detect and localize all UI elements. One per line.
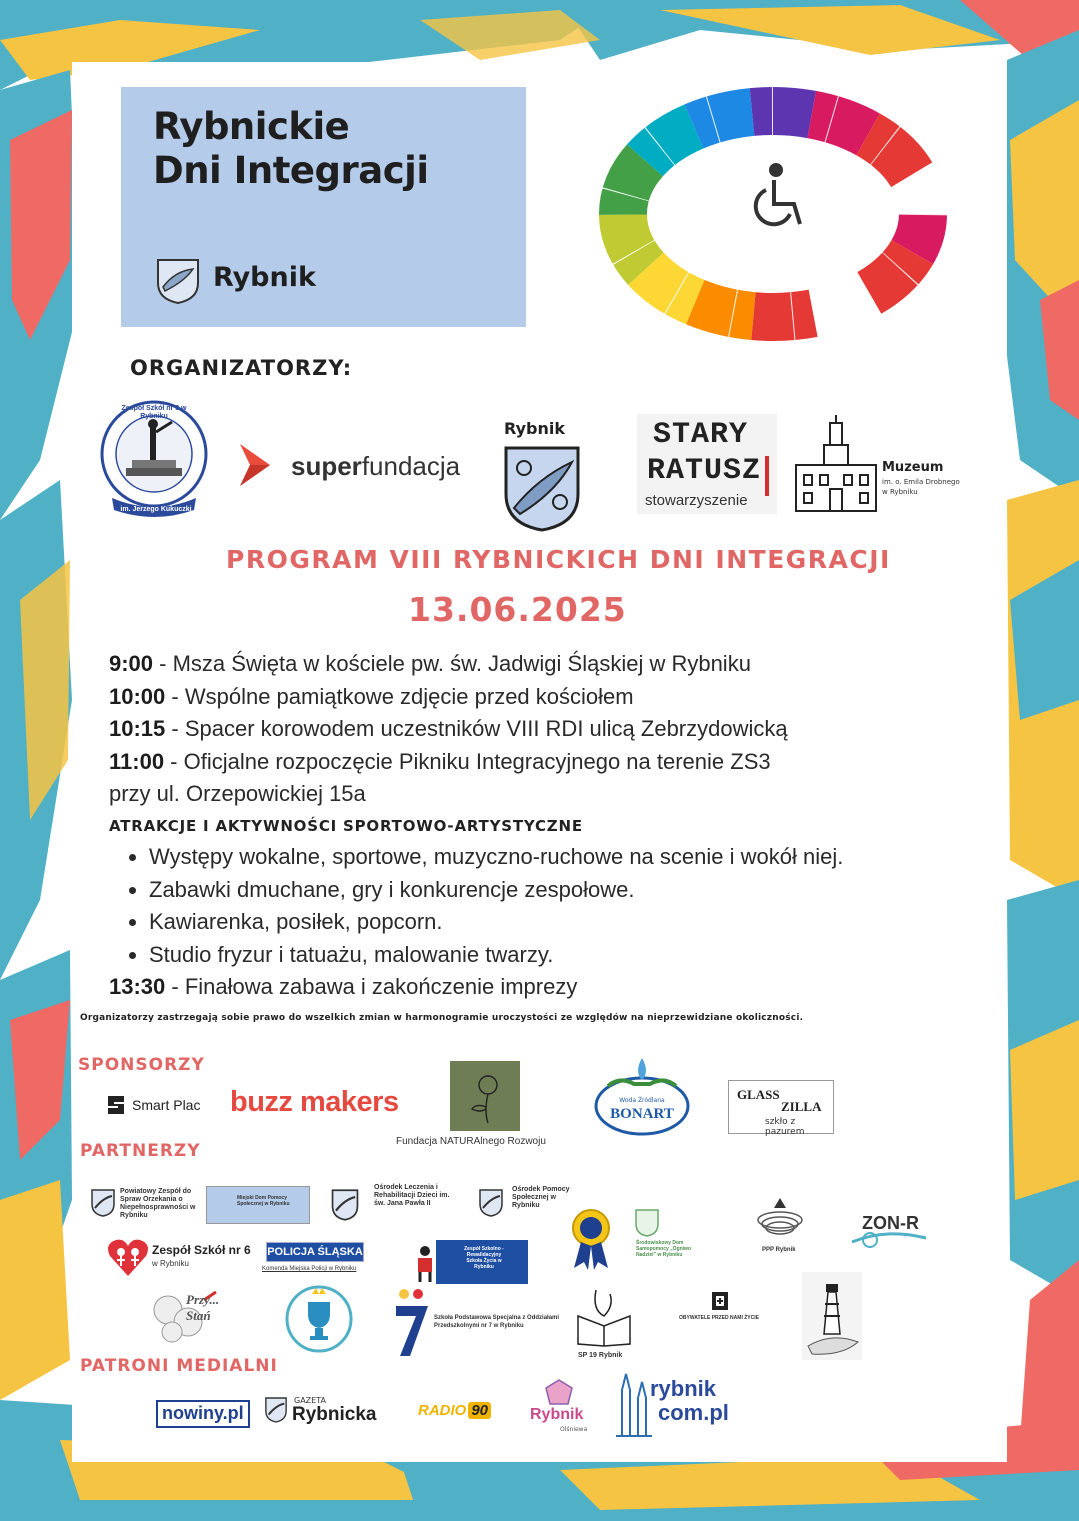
trophy-badge-icon [284, 1284, 354, 1354]
smartplac-logo-text: Smart Plac [132, 1097, 201, 1113]
program-heading: PROGRAM VIII RYBNICKICH DNI INTEGRACJI [226, 545, 891, 574]
zs3-ring-text: Zespół Szkół nr 3 w Rybniku [121, 405, 187, 420]
schedule-item [109, 648, 989, 681]
zs3-ribbon-text: im. Jerzego Kukuczki [120, 506, 192, 513]
stary-ratusz-line1: STARY [653, 418, 749, 452]
sp19-book-logo-icon [574, 1286, 634, 1348]
glass-line1: GLASS [737, 1087, 780, 1102]
partner-ops: Ośrodek Pomocy Społecznej w Rybniku [512, 1186, 570, 1209]
rybnik-crest-icon [155, 257, 201, 305]
partner-zsrsz: Zespół Szkolno - Rewalidacyjny Szkoła Życia w Rybniku [464, 1246, 504, 1270]
schedule-time: 10:00 [109, 683, 166, 709]
list-item: • Występy wokalne, sportowe, muzyczno-ruchowe na scenie i wokół niej. [149, 841, 989, 874]
rybnik-crest-label: Rybnik [504, 419, 565, 438]
schedule-item-continued: przy ul. Orzepowickiej 15a [109, 781, 366, 807]
rybnikcom-text1: rybnik [650, 1376, 717, 1401]
schedule [109, 648, 989, 1004]
museum-sub2: w Rybniku [882, 488, 918, 496]
rosette-badge-icon [568, 1206, 614, 1272]
rybnik-city-crest-icon [502, 444, 582, 534]
fundacja-logo-text: Fundacja NATURAlnego Rozwoju [396, 1136, 546, 1147]
rybnik-olsniewa-text: Rybnik [530, 1406, 584, 1423]
partner-policja-sub: Komenda Miejska Policji w Rybniku [262, 1266, 357, 1272]
radio90-logo [418, 1402, 491, 1419]
attractions-list [109, 841, 989, 971]
lighthouse-hand-logo-icon [802, 1272, 862, 1360]
partner-obywatele: OBYWATELE PRZED NAMI ŻYCIE [679, 1315, 759, 1321]
radio-text: RADIO [418, 1402, 467, 1419]
sp7-seven-logo-icon [392, 1286, 432, 1358]
ppp-rybnik-logo-icon [752, 1196, 808, 1248]
partner-policja: POLICJA ŚLĄSKA [266, 1242, 364, 1262]
rybnik-olsniewa-sub: Olśniewa [560, 1426, 588, 1433]
stary-ratusz-logo [637, 414, 777, 514]
gazeta-small: GAZETA [294, 1396, 326, 1405]
title-line-1: Rybnickie [153, 105, 350, 148]
schedule-text: - Spacer korowodem uczestników VIII RDI ulicą Zebrzydowicką [165, 716, 788, 742]
partner-mdps-badge [206, 1186, 310, 1224]
schedule-time: 9:00 [109, 651, 154, 676]
title-line-2: Dni Integracji [153, 149, 429, 192]
rybnikcom-text2: com.pl [658, 1400, 729, 1425]
partner-zs6-sub: w Rybniku [152, 1259, 189, 1268]
partner-zsrsz-badge [436, 1240, 528, 1284]
partner-olird: Ośrodek Leczenia i Rehabilitacji Dzieci im. św. Jana Pawła II [374, 1184, 450, 1207]
child-figure-icon [412, 1244, 438, 1284]
stary-ratusz-line3: stowarzyszenie [645, 492, 748, 509]
bonart-top-text: Woda Źródlana [619, 1097, 665, 1104]
schedule-time: 10:15 [109, 716, 166, 742]
event-title [153, 105, 429, 193]
schedule-item [109, 971, 989, 1004]
stary-ratusz-line2: RATUSZ [647, 454, 762, 488]
bonart-logo [590, 1052, 694, 1140]
sponsors-heading: SPONSORZY [78, 1055, 205, 1075]
smartplac-logo-icon [106, 1094, 126, 1116]
schedule-text: - Oficjalne rozpoczęcie Pikniku Integracyjnego na terenie ZS3 [164, 748, 771, 774]
gazeta-crest-icon [264, 1396, 288, 1424]
puzzle-ring-illustration [598, 86, 948, 346]
disclaimer-note: Organizatorzy zastrzegają sobie prawo do wszelkich zmian w harmonogramie uroczystości ze względów na nieprzewidziane okoliczności. [80, 1013, 804, 1023]
partner-zonr: ZON-R [862, 1213, 919, 1233]
schedule-item [109, 746, 989, 779]
partners-heading: PARTNERZY [80, 1141, 201, 1161]
museum-sub1: im. o. Emila Drobnego [882, 478, 960, 486]
fundacja-logo-icon [450, 1061, 520, 1131]
event-date: 13.06.2025 [408, 590, 627, 629]
rybnik-olsniewa-icon [544, 1378, 574, 1408]
city-name: Rybnik [213, 262, 316, 293]
schedule-time: 11:00 [109, 748, 165, 774]
partner-mdps: Miejski Dom Pomocy Społecznej w Rybniku [237, 1195, 290, 1207]
stary-ratusz-accent [765, 456, 769, 496]
title-box [121, 87, 526, 327]
crest-icon [330, 1188, 360, 1222]
partner-przystan: Przy... Stań [186, 1292, 220, 1323]
superfundacja-logo-text [291, 451, 460, 482]
list-item: • Kawiarenka, posiłek, popcorn. [149, 906, 989, 939]
schedule-text: - Msza Święta w kościele pw. św. Jadwigi Śląskiej w Rybniku [153, 651, 751, 676]
puzzle-pieces [623, 111, 923, 317]
organizers-heading: ORGANIZATORZY: [130, 356, 353, 380]
partner-sp19: SP 19 Rybnik [578, 1352, 623, 1359]
schedule-text: - Wspólne pamiątkowe zdjęcie przed kościołem [165, 683, 634, 709]
schedule-text: - Finałowa zabawa i zakończenie imprezy [165, 974, 578, 1000]
museum-building-icon [792, 413, 880, 515]
buzzmakers-logo: buzz makers [230, 1086, 399, 1118]
media-heading: PATRONI MEDIALNI [80, 1356, 278, 1376]
sds-crest-icon [634, 1208, 660, 1238]
crest-icon [90, 1188, 116, 1218]
zs6-heart-logo-icon [106, 1236, 150, 1278]
glasszilla-logo [728, 1080, 834, 1137]
partner-zs6: Zespół Szkół nr 6 [152, 1243, 251, 1257]
partner-sds: Środowiskowy Dom Samopomocy „Ogniwo Nadziei” w Rybniku [636, 1240, 692, 1258]
superfundacja-logo-icon [236, 440, 274, 490]
crest-icon [478, 1188, 504, 1218]
nowiny-logo: nowiny.pl [156, 1400, 250, 1428]
gazeta-rybnicka: Rybnicka [292, 1404, 377, 1425]
schedule-item [109, 713, 989, 746]
list-item: • Studio fryzur i tatuażu, malowanie twarzy. [149, 939, 989, 972]
radio-num: 90 [468, 1402, 491, 1419]
glass-line3: szkło z pazurem [765, 1117, 805, 1137]
wheelchair-icon [756, 165, 800, 224]
glass-line2: ZILLA [781, 1099, 822, 1114]
partner-sp7: Szkoła Podstawowa Specjalna z Oddziałami Przedszkolnymi nr 7 w Rybniku [434, 1315, 560, 1329]
attractions-heading: ATRAKCJE I AKTYWNOŚCI SPORTOWO-ARTYSTYCZNE [109, 816, 583, 835]
partner-pzson: Powiatowy Zespół do Spraw Orzekania o Niepełnosprawności w Rybniku [120, 1188, 196, 1219]
bonart-name: BONART [610, 1106, 674, 1122]
schedule-item [109, 681, 989, 714]
partner-ppp: PPP Rybnik [762, 1247, 796, 1253]
list-item: • Zabawki dmuchane, gry i konkurencje zespołowe. [149, 874, 989, 907]
superfundacja-rest: fundacja [361, 451, 461, 481]
schedule-time: 13:30 [109, 974, 166, 1000]
superfundacja-bold: super [291, 451, 362, 481]
museum-name: Muzeum [882, 460, 944, 475]
